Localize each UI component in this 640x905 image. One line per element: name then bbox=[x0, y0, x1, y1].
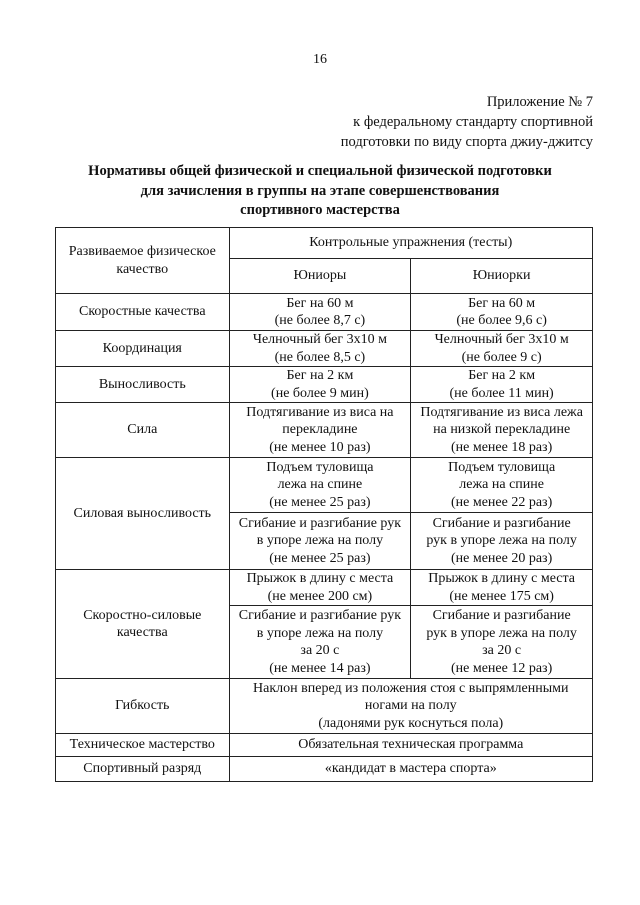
test-cell-f: Подтягивание из виса лежа на низкой перекладине (не менее 18 раз) bbox=[411, 403, 593, 458]
test-cell-m: Бег на 60 м (не более 8,7 с) bbox=[229, 294, 411, 331]
quality-cell: Техническое мастерство bbox=[56, 734, 230, 757]
appendix-line-2: к федеральному стандарту спортивной bbox=[353, 114, 593, 130]
row-endurance bbox=[56, 367, 593, 403]
quality-cell: Координация bbox=[56, 331, 230, 367]
header-juniors-m: Юниоры bbox=[229, 259, 411, 294]
test-cell-common: «кандидат в мастера спорта» bbox=[229, 757, 592, 782]
test-cell-common: Обязательная техническая программа bbox=[229, 734, 592, 757]
document-title bbox=[0, 162, 640, 221]
test-cell-m: Подтягивание из виса на перекладине (не менее 10 раз) bbox=[229, 403, 411, 458]
appendix-heading bbox=[341, 92, 593, 152]
row-strength bbox=[56, 403, 593, 458]
row-speed bbox=[56, 294, 593, 331]
test-cell-m: Подъем туловища лежа на спине (не менее 25 раз) bbox=[229, 458, 411, 513]
row-strength-endurance-1 bbox=[56, 458, 593, 513]
norms-table bbox=[55, 227, 593, 782]
header-tests: Контрольные упражнения (тесты) bbox=[229, 228, 592, 259]
test-cell-m: Сгибание и разгибание рук в упоре лежа на полу за 20 с (не менее 14 раз) bbox=[229, 606, 411, 679]
row-flexibility bbox=[56, 679, 593, 734]
test-cell-common: Наклон вперед из положения стоя с выпрямленными ногами на полу (ладонями рук коснуться пола) bbox=[229, 679, 592, 734]
page-number: 16 bbox=[313, 52, 327, 67]
quality-cell: Гибкость bbox=[56, 679, 230, 734]
test-cell-m: Сгибание и разгибание рук в упоре лежа на полу (не менее 25 раз) bbox=[229, 513, 411, 570]
test-cell-m: Прыжок в длину с места (не менее 200 см) bbox=[229, 570, 411, 606]
appendix-line-3: подготовки по виду спорта джиу-джитсу bbox=[340, 134, 593, 150]
quality-cell: Скоростно-силовые качества bbox=[56, 570, 230, 679]
test-cell-f: Сгибание и разгибание рук в упоре лежа на полу за 20 с (не менее 12 раз) bbox=[411, 606, 593, 679]
title-line-3: спортивного мастерства bbox=[240, 202, 400, 218]
test-cell-f: Бег на 60 м (не более 9,6 с) bbox=[411, 294, 593, 331]
appendix-line-1: Приложение № 7 bbox=[486, 94, 593, 110]
row-coordination bbox=[56, 331, 593, 367]
test-cell-f: Подъем туловища лежа на спине (не менее 22 раз) bbox=[411, 458, 593, 513]
quality-cell: Скоростные качества bbox=[56, 294, 230, 331]
header-juniors-f: Юниорки bbox=[411, 259, 593, 294]
header-quality: Развиваемое физическое качество bbox=[56, 228, 230, 294]
test-cell-m: Бег на 2 км (не более 9 мин) bbox=[229, 367, 411, 403]
test-cell-m: Челночный бег 3x10 м (не более 8,5 с) bbox=[229, 331, 411, 367]
row-rank bbox=[56, 757, 593, 782]
test-cell-f: Сгибание и разгибание рук в упоре лежа на полу (не менее 20 раз) bbox=[411, 513, 593, 570]
test-cell-f: Прыжок в длину с места (не менее 175 см) bbox=[411, 570, 593, 606]
title-line-1: Нормативы общей физической и специальной физической подготовки bbox=[88, 163, 552, 179]
title-line-2: для зачисления в группы на этапе совершенствования bbox=[140, 182, 500, 199]
quality-cell: Выносливость bbox=[56, 367, 230, 403]
quality-cell: Сила bbox=[56, 403, 230, 458]
test-cell-f: Челночный бег 3x10 м (не более 9 с) bbox=[411, 331, 593, 367]
quality-cell: Силовая выносливость bbox=[56, 458, 230, 570]
row-technique bbox=[56, 734, 593, 757]
row-speed-strength-1 bbox=[56, 570, 593, 606]
quality-cell: Спортивный разряд bbox=[56, 757, 230, 782]
test-cell-f: Бег на 2 км (не более 11 мин) bbox=[411, 367, 593, 403]
